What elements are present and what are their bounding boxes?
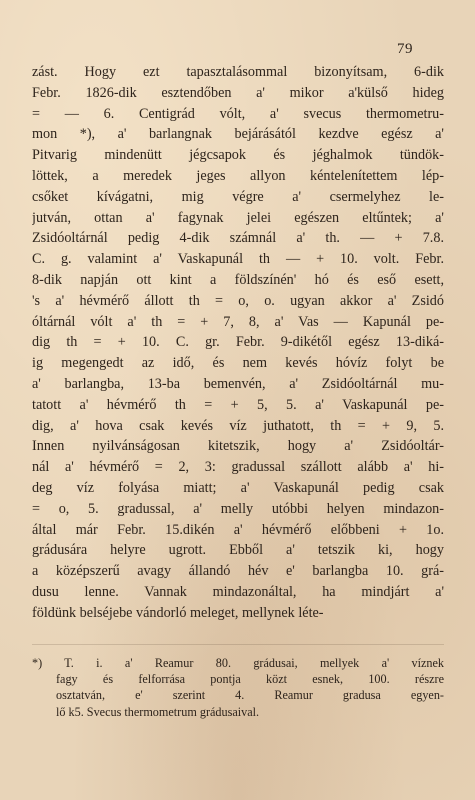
body-line: nál a' hévmérő = 2, 3: gradussal szállott alább a' hi- xyxy=(32,459,444,476)
body-line: a' barlangba, 13-ba bemenvén, a' Zsidóoltárnál mu- xyxy=(32,375,444,392)
body-line: a középszerű avagy állandó hév e' barlangba 10. grá- xyxy=(32,563,444,580)
body-line: C. g. valamint a' Vaskapunál th — + 10. volt. Febr. xyxy=(32,251,444,268)
body-line: Innen nyilvánságosan kitetszik, hogy a' Zsidóoltár- xyxy=(32,438,444,455)
body-line: Zsidóoltárnál pedig 4-dik számnál a' th. — + 7.8. xyxy=(32,230,444,247)
body-line: ig megengedt az idő, és nem kevés hóvíz folyt be xyxy=(32,355,444,372)
body-line: = o, 5. gradussal, a' melly utóbbi helyen mindazon- xyxy=(32,500,444,517)
body-line: dig, a' hova csak kevés víz juthatott, th = + 9, 5. xyxy=(32,417,444,434)
body-line: által már Febr. 15.dikén a' hévmérő előbbeni + 1o. xyxy=(32,521,444,538)
body-line: dusu lenne. Vannak mindazonáltal, ha mindjárt a' xyxy=(32,583,444,600)
footnote-line: osztatván, e' szerint 4. Reamur gradusa egyen- xyxy=(56,688,444,703)
body-line: tatott a' hévmérő th = + 5, 5. a' Vaskapunál pe- xyxy=(32,396,444,413)
body-line: deg víz folyása miatt; a' Vaskapunál pedig csak xyxy=(32,479,444,496)
body-line: Febr. 1826-dik esztendőben a' mikor a'külső hideg xyxy=(32,84,444,101)
body-text xyxy=(32,62,444,624)
body-line: csőket kívágatni, mig végre a' csermelyhez le- xyxy=(32,188,444,205)
body-line: földünk belséjebe vándorló meleget, mellynek léte- xyxy=(32,604,324,621)
body-line: 8-dik napján ott kint a földszínén' hó és eső esett, xyxy=(32,271,444,288)
page-number: 79 xyxy=(397,41,413,57)
body-line: löttek, a meredek jeges allyon kéntelenítettem lép- xyxy=(32,167,444,184)
footnote-line: fagy és felforrása pontja közt esnek, 100. részre xyxy=(56,672,444,687)
footnote-line: lő k5. Svecus thermometrum grádusaival. xyxy=(56,704,260,719)
body-line: zást. Hogy ezt tapasztalásommal bizonyítsam, 6-dik xyxy=(32,64,444,80)
body-line: Pitvarig mindenütt jégcsapok és jéghalmok tündök- xyxy=(32,147,444,164)
body-line: mon *), a' barlangnak bejárásától kezdve egész a' xyxy=(32,126,444,143)
body-line: dig th = + 10. C. gr. Febr. 9-dikétől egész 13-diká- xyxy=(32,334,444,351)
body-line: óltárnál vólt a' th = + 7, 8, a' Vas — Kapunál pe- xyxy=(32,313,444,330)
body-line: grádusára helyre ugrott. Ebből a' tetszik ki, hogy xyxy=(32,542,444,559)
body-line: 's a' hévmérő állott th = o, o. ugyan akkor a' Zsidó xyxy=(32,292,444,309)
body-line: = — 6. Centigrád vólt, a' svecus thermometru- xyxy=(32,105,444,122)
footnote xyxy=(32,655,444,720)
footnote-separator xyxy=(32,644,444,645)
footnote-line: *) T. i. a' Reamur 80. grádusai, mellyek a' víznek xyxy=(32,656,444,670)
body-line: jutván, ottan a' fagynak jelei egészen eltűntek; a' xyxy=(32,209,444,226)
